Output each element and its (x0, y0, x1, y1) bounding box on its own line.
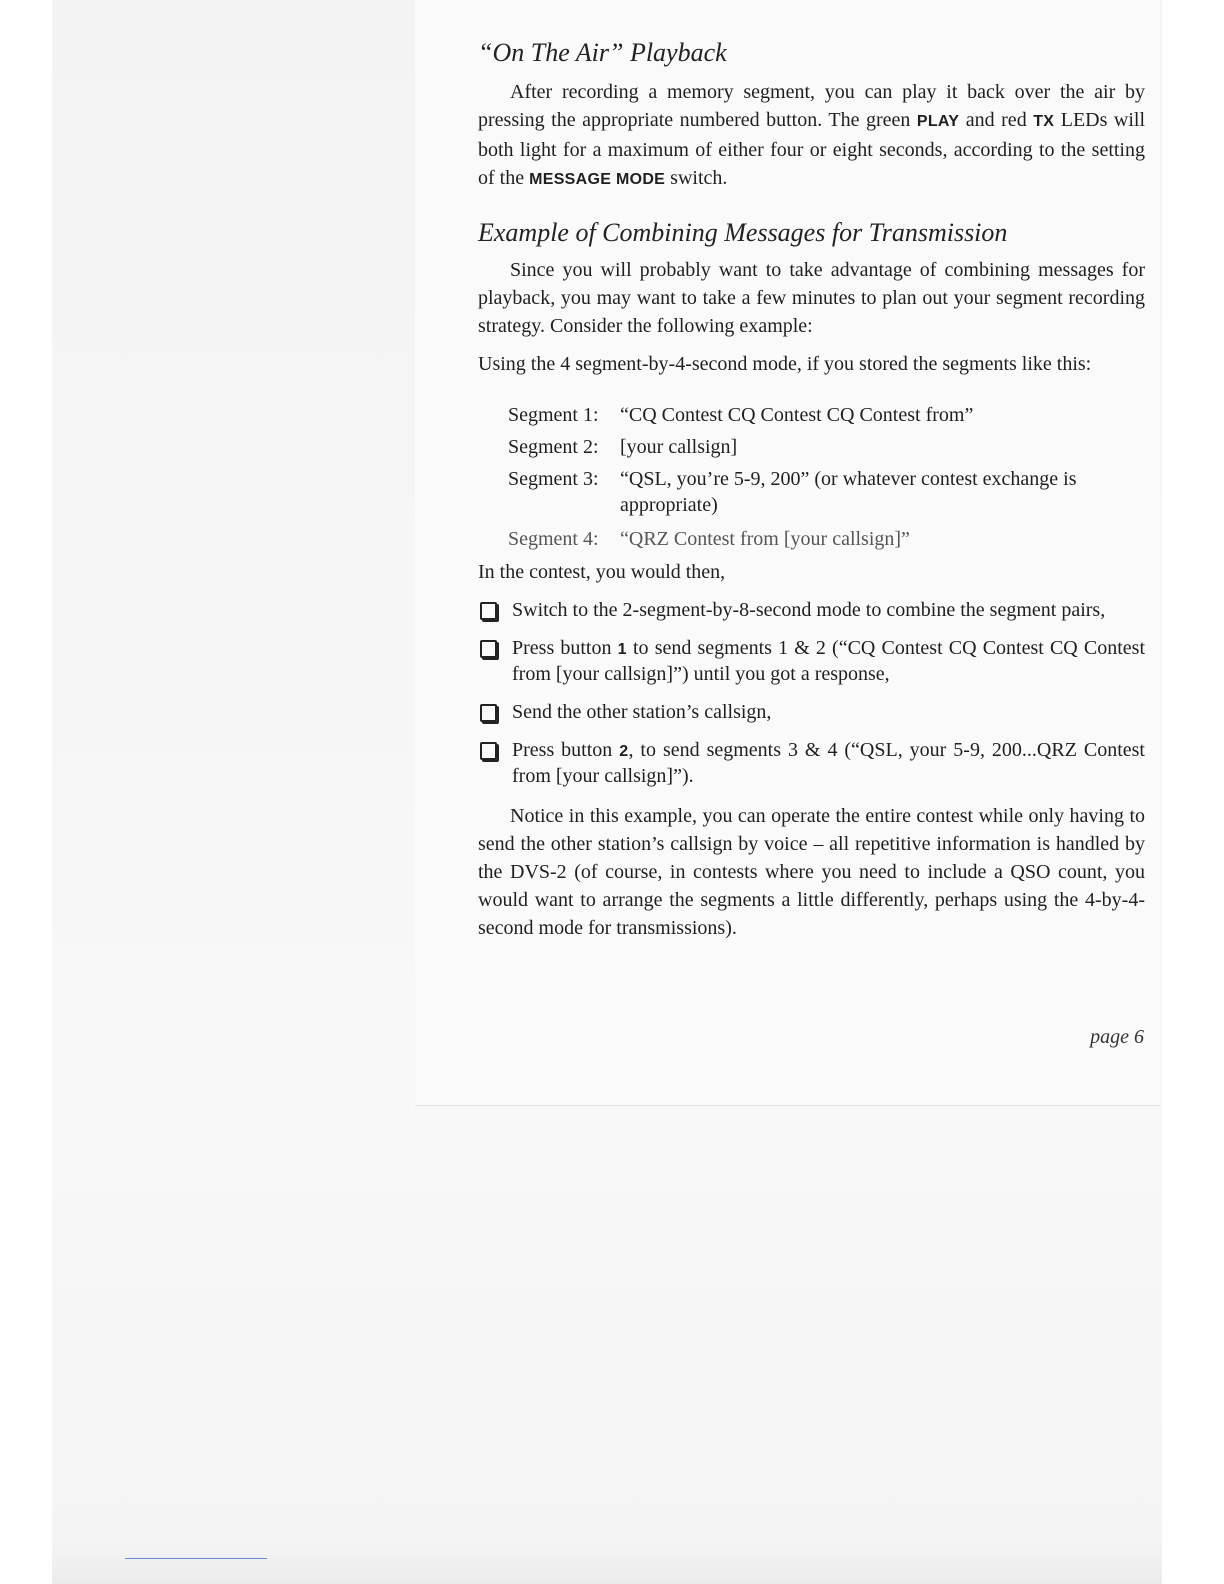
list-item: Press button 2, to send segments 3 & 4 (“QSL, your 5-9, 200...QRZ Contest from [your callsign]”). (478, 738, 1145, 788)
button-2-keyword: 2 (619, 743, 629, 760)
list-item: Switch to the 2-segment-by-8-second mode to combine the segment pairs, (478, 598, 1145, 622)
checkbox-icon (480, 602, 497, 620)
segment-label: Segment 3: (508, 468, 599, 490)
segment-label: Segment 1: (508, 404, 599, 426)
segment-label: Segment 2: (508, 436, 599, 458)
playback-paragraph: After recording a memory segment, you can play it back over the air by pressing the appropriate numbered button. The green PLAY and red TX LEDs will both light for a maximum of either four or eight seconds, according to the setting of the MESSAGE MODE switch. (478, 81, 1145, 189)
segment-text: “QRZ Contest from [your callsign]” (620, 528, 910, 550)
checkbox-icon (480, 704, 497, 722)
segment-text: “CQ Contest CQ Contest CQ Contest from” (620, 404, 974, 426)
checkbox-icon (480, 742, 497, 760)
play-led-keyword: PLAY (916, 113, 960, 130)
combining-intro-paragraph: Since you will probably want to take advantage of combining messages for playback, you may want to take a few minutes to plan out your segment recording strategy. Consider the following example: (478, 259, 1145, 337)
page-number: page 6 (1090, 1026, 1144, 1048)
checkbox-icon (480, 640, 497, 658)
segment-mode-paragraph: Using the 4 segment-by-4-second mode, if you stored the segments like this: (478, 353, 1092, 375)
segment-list (508, 402, 1145, 552)
contest-steps-list (478, 598, 1145, 788)
scanner-artifact-line (125, 1558, 267, 1559)
segment-row (508, 526, 1145, 552)
document-content (478, 36, 1145, 942)
message-mode-keyword: MESSAGE MODE (529, 171, 666, 188)
list-item: Send the other station’s callsign, (478, 700, 1145, 724)
button-1-keyword: 1 (617, 641, 627, 658)
tx-led-keyword: TX (1033, 113, 1055, 130)
list-item: Press button 1 to send segments 1 & 2 (“CQ Contest CQ Contest CQ Contest from [your callsign]”) until you got a response, (478, 636, 1145, 686)
section-heading-on-the-air-playback: “On The Air” Playback (478, 38, 727, 67)
segment-text: “QSL, you’re 5-9, 200” (or whatever contest exchange is (620, 468, 1077, 490)
segment-row (508, 466, 1145, 492)
scanned-sheet-bottom-edge (52, 1540, 1162, 1584)
closing-paragraph: Notice in this example, you can operate the entire contest while only having to send the other station’s callsign by voice – all repetitive information is handled by the DVS-2 (of course, in contests where you need to include a QSO count, you would want to arrange the segments a little differently, perhaps using the 4-by-4-second mode for transmissions). (478, 805, 1145, 939)
segment-row (508, 434, 1145, 460)
segment-text-continuation: appropriate) (620, 494, 718, 516)
segment-row (508, 402, 1145, 428)
contest-lead-in: In the contest, you would then, (478, 561, 726, 583)
segment-text: [your callsign] (620, 436, 738, 458)
section-heading-combining-messages: Example of Combining Messages for Transmission (478, 218, 1008, 247)
segment-label: Segment 4: (508, 528, 599, 550)
